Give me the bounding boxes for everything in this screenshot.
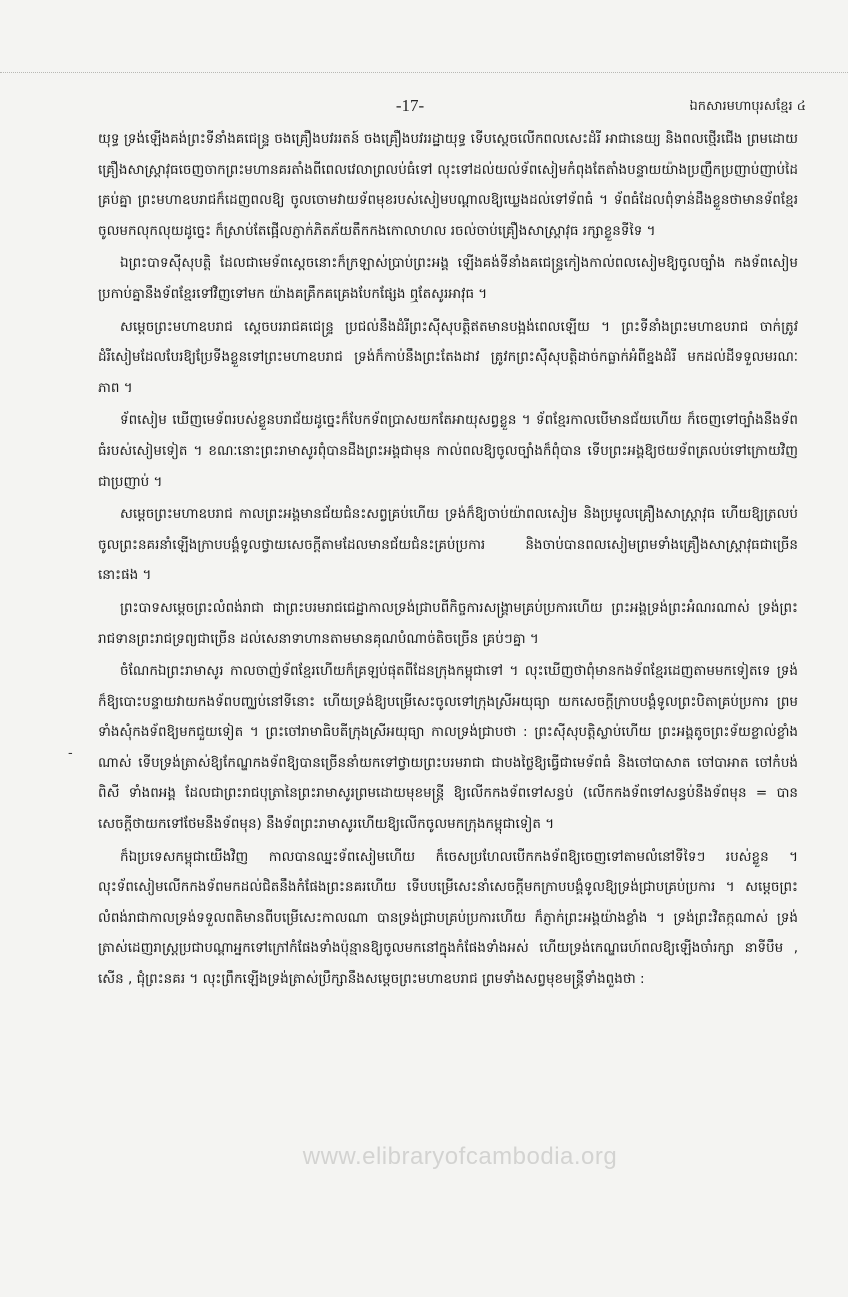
scan-edge-line <box>0 72 848 73</box>
paragraph: សម្តេចព្រះមហាឧបរាជ ស្តេចបររាជគជេន្ទ្រ ប្រជល់នឹងដំរីព្រះស៊ីសុបត្តិឥតមានបង្អង់ពេលឡើយ ។ ព្រះទីនាំងព្រះមហាឧបរាជ ចាក់ត្រូវដំរីសៀមដែលបែរឱ្យប្រែទីងខ្លួនទៅព្រះមហាឧបរាជ ទ្រង់ក៏កាប់នឹងព្រះតែងដាវ ត្រូវកព្រះស៊ីសុបត្តិដាច់កធ្លាក់អំពីខ្នងដំរី មកដល់ដីទទួលមរណៈភាព ។ <box>98 318 798 396</box>
paragraph: ក៏ឯប្រទេសកម្ពុជាយើងវិញ កាលបានឈ្នះទ័ពសៀមហើយ ក៏ចេសប្រហែលបើកកងទ័ពឱ្យចេញទៅតាមលំនៅទីទៃៗ របស់ខ្លួន ។ លុះទ័ពសៀមលើកកងទ័ពមកដល់ជិតនឹងកំផែងព្រះនគរហើយ ទើបបម្រើសេះនាំសេចក្តីមកក្រាបបង្គំទូលឱ្យទ្រង់ជ្រាបគ្រប់ប្រការ ។ សម្តេចព្រះលំពង់រាជាកាលទ្រង់ទទួលពតិមានពីបម្រើសេះកាលណា បានទ្រង់ជ្រាបគ្រប់ប្រការហើយ ក៏ភ្ញាក់ព្រះអង្គយ៉ាងខ្លាំង ។ ទ្រង់ព្រះវិតក្កណាស់ ទ្រង់ត្រាស់ដេញរាស្ត្រប្រជាបណ្តាអ្នកទៅក្រៅកំផែងទាំងប៉ុន្មានឱ្យចូលមកនៅក្នុងកំផែងទាំងអស់ ហើយទ្រង់កេណ្ឌរេហ៍ពលឱ្យឡើងចាំរក្សា នាទីបឹម , សើន , ជុំព្រះនគរ ។ លុះព្រឹកឡើងទ្រង់ត្រាស់ប្រឹក្សានឹងសម្តេចព្រះមហាឧបរាជ ព្រមទាំងសព្វមុខមន្ត្រីទាំងពួងថា : <box>98 848 798 988</box>
paragraph: ចំណែកឯព្រះរាមាសូរ កាលចាញ់ទ័ពខ្មែរហើយក៏គ្រឡប់ផុតពីដែនក្រុងកម្ពុជាទៅ ។ លុះឃើញថាពុំមានកងទ័ពខ្មែរដេញតាមមកទៀតទេ ទ្រង់ក៏ឱ្យបោះបន្ទាយវាយកងទ័ពបញ្ឈប់នៅទីនោះ ហើយទ្រង់ឱ្យបម្រើសេះចូលទៅក្រុងស្រីអយុធ្យា យកសេចក្តីក្រាបបង្គំទូលព្រះបិតាគ្រប់ប្រការ ព្រមទាំងសុំកងទ័ពឱ្យមកជួយទៀត ។ ព្រះចៅរាមាធិបតីក្រុងស្រីអយុធ្យា កាលទ្រង់ជ្រាបថា : ព្រះស៊ីសុបត្តិស្លាប់ហើយ ព្រះអង្គតូចព្រះទ័យខ្លាល់ខ្លាំងណាស់ ទើបទ្រង់ត្រាស់ឱ្យកែណ្ឌកងទ័ពឱ្យបានច្រើននាំយកទៅថ្វាយព្រះបរមរាជា ជាបងថ្លៃឱ្យធ្វើជាមេទ័ពធំ និងចៅបាសាត ចៅបាអាត ចៅកំបង់ពិសី ទាំងពអង្គ ដែលជាព្រះរាជបុត្រានៃព្រះរាមាសូរព្រមដោយមុខមន្ត្រី ឱ្យលើកកងទ័ពទៅសន្ធប់ (លើកកងទ័ពទៅសន្ធប់នឹងទ័ពមុន = បានសេចក្តីថាយកទៅថែមនឹងទ័ពមុន) នឹងទ័ពព្រះរាមាសូរហើយឱ្យលើកចូលមកក្រុងកម្ពុជាទៀត ។ <box>98 663 798 833</box>
paragraph: ឯព្រះបាទស៊ីសុបត្តិ ដែលជាមេទ័ពស្ដេចនោះក៏ក្រឡាស់ប្រាប់ព្រះអង្គ ឡើងគង់ទីនាំងគជេន្ទ្រកៀងកាល់ពលសៀមឱ្យចូលច្បាំង កងទ័ពសៀមប្រកាប់គ្នានឹងទ័ពខ្មែរទៅវិញទៅមក យ៉ាងគគ្រឹកគគ្រេងបែកផ្សែង ឮតែសូរអាវុធ ។ <box>98 255 798 302</box>
running-head: ឯកសារមហាបុរសខ្មែរ ៤ <box>689 99 806 114</box>
paragraph: សម្តេចព្រះមហាឧបរាជ កាលព្រះអង្គមានជ័យជំនះសព្វគ្រប់ហើយ ទ្រង់ក៏ឱ្យចាប់យ៉ាពលសៀម និងប្រមូលគ្រឿងសាស្ត្រាវុធ ហើយឱ្យត្រលប់ចូលព្រះនគរនាំឡើងក្រាបបង្គំទូលថ្វាយសេចក្តីតាមដែលមានជ័យជំនះគ្រប់ប្រការ និងចាប់បានពលសៀមព្រមទាំងគ្រឿងសាស្ត្រាវុធជាច្រើននោះផង ។ <box>98 506 798 584</box>
paragraph: យុទ្ធ ទ្រង់ឡើងគង់ព្រះទីនាំងគជេន្ទ្រ ចងគ្រឿងបវររតន៍ ចងគ្រឿងបវររដ្ឋាយុទ្ធ ទើបស្តេចលើកពលសេះដំរី អាជានេយ្យ និងពលថ្មើរជើង ព្រមដោយគ្រឿងសាស្ត្រាវុធចេញចាកព្រះមហានគរតាំងពីពេលវេលាព្រលប់ធំទៅ លុះទៅដល់យល់ទ័ពសៀមកំពុងតែតាំងបន្ទាយយ៉ាងប្រញឹកប្រញាប់ញាប់ដៃគ្រប់គ្នា ព្រះមហាឧបរាជក៏ដេញពលឱ្យ ចូលចោមវាយទ័ពមុខរបស់សៀមបណ្តាលឱ្យឃ្លេងដល់ទៅទ័ពធំ ។ ទ័ពធំដែលពុំទាន់ដឹងខ្លួនថាមានទ័ពខ្មែរចូលមកលុកលុយដូច្នេះ ក៏ស្រាប់តែផ្អើលភ្ញាក់ភិតភ័យតឹកកងកោលាហល រចល់ចាប់គ្រឿងសាស្ត្រាវុធ រក្សាខ្លួនទីទៃ ។ <box>98 131 798 239</box>
body-text <box>98 124 798 997</box>
margin-mark: - <box>68 746 73 761</box>
paragraph: ទ័ពសៀម ឃើញមេទ័ពរបស់ខ្លួនបរាជ័យដូច្នេះក៏បែកទ័ពប្រាសយកតែអាយុសព្វខ្លួន ។ ទ័ពខ្មែរកាលបើមានជ័យហើយ ក៏ចេញទៅច្បាំងនឹងទ័ពធំរបស់សៀមទៀត ។ ខណៈនោះព្រះរាមាសូរពុំបានដឹងព្រះអង្គជាមុន កាល់ពលឱ្យចូលច្បាំងក៏ពុំបាន ទើបព្រះអង្គឱ្យថយទ័ពត្រលប់ទៅក្រោយវិញជាប្រញាប់ ។ <box>98 412 798 490</box>
paragraph: ព្រះបាទសម្តេចព្រះលំពង់រាជា ជាព្រះបរមរាជជេដ្ឋាកាលទ្រង់ជ្រាបពីកិច្ចការសង្គ្រាមគ្រប់ប្រការហើយ ព្រះអង្គទ្រង់ព្រះអំណរណាស់ ទ្រង់ព្រះរាជទានព្រះរាជទ្រព្យជាច្រើន ដល់សេនាទាហានតាមមានគុណបំណាច់តិចច្រើន គ្រប់ៗគ្នា ។ <box>98 599 798 647</box>
watermark: www.elibraryofcambodia.org <box>302 1143 618 1170</box>
page-number: -17- <box>395 96 425 115</box>
